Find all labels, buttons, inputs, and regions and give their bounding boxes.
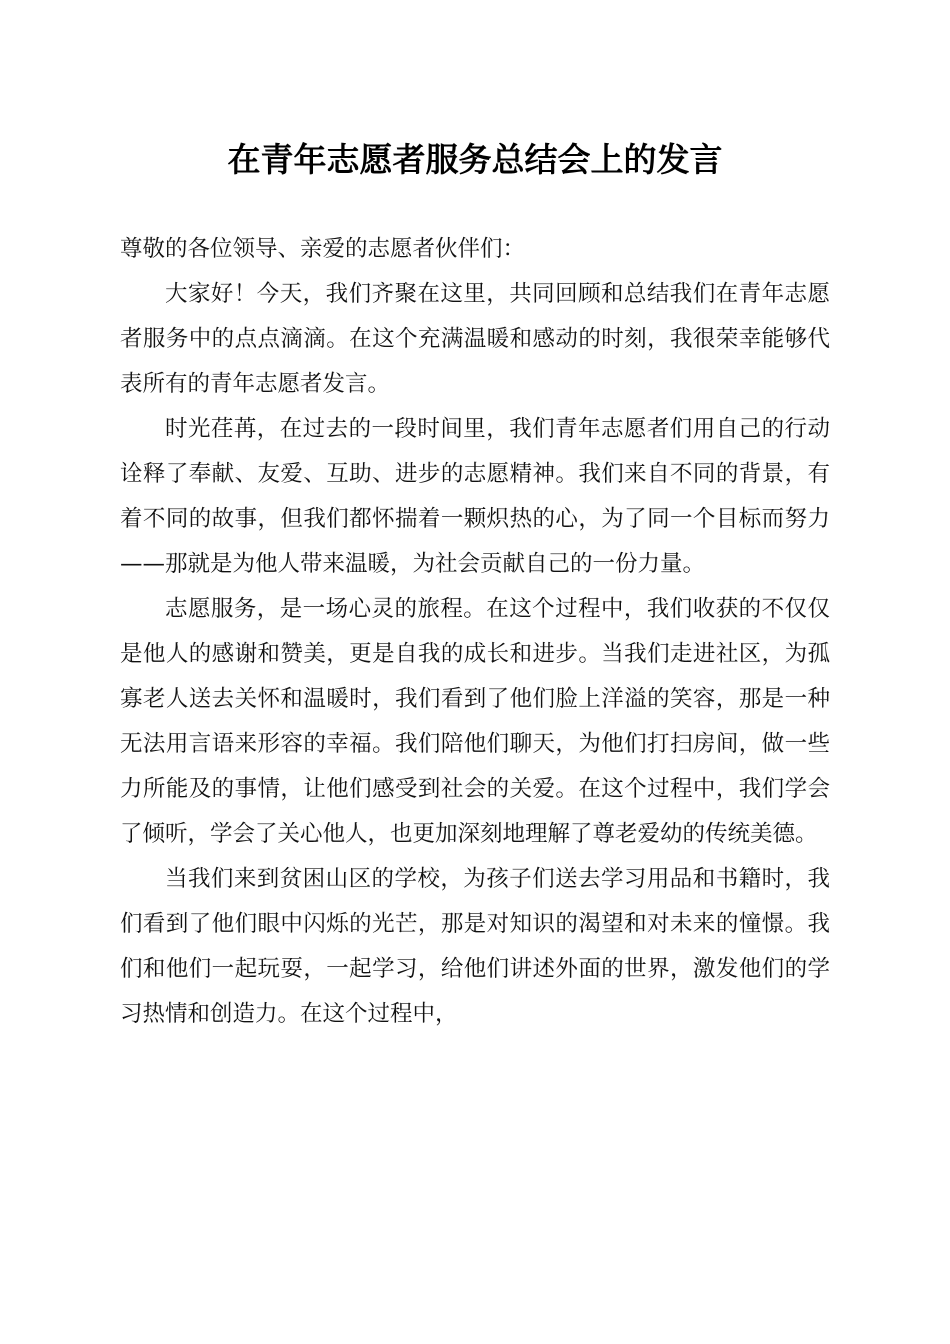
paragraph-4: 当我们来到贫困山区的学校，为孩子们送去学习用品和书籍时，我们看到了他们眼中闪烁的光芒，那是对知识的渴望和对未来的憧憬。我们和他们一起玩耍，一起学习，给他们讲述外面的世界，激发他们的学习热情和创造力。在这个过程中，: [120, 866, 830, 1027]
paragraph-2: 时光荏苒，在过去的一段时间里，我们青年志愿者们用自己的行动诠释了奉献、友爱、互助、进步的志愿精神。我们来自不同的背景，有着不同的故事，但我们都怀揣着一颗炽热的心，为了同一个目标而努力——那就是为他人带来温暖，为社会贡献自己的一份力量。: [120, 416, 830, 577]
paragraph-3: 志愿服务，是一场心灵的旅程。在这个过程中，我们收获的不仅仅是他人的感谢和赞美，更是自我的成长和进步。当我们走进社区，为孤寡老人送去关怀和温暖时，我们看到了他们脸上洋溢的笑容，那是一种无法用言语来形容的幸福。我们陪他们聊天，为他们打扫房间，做一些力所能及的事情，让他们感受到社会的关爱。在这个过程中，我们学会了倾听，学会了关心他人，也更加深刻地理解了尊老爱幼的传统美德。: [120, 596, 830, 847]
paragraph-1: 大家好！今天，我们齐聚在这里，共同回顾和总结我们在青年志愿者服务中的点点滴滴。在这个充满温暖和感动的时刻，我很荣幸能够代表所有的青年志愿者发言。: [120, 281, 830, 397]
salutation: 尊敬的各位领导、亲爱的志愿者伙伴们：: [120, 236, 526, 262]
document-body: [120, 227, 830, 1037]
document-title: 在青年志愿者服务总结会上的发言: [227, 140, 723, 179]
